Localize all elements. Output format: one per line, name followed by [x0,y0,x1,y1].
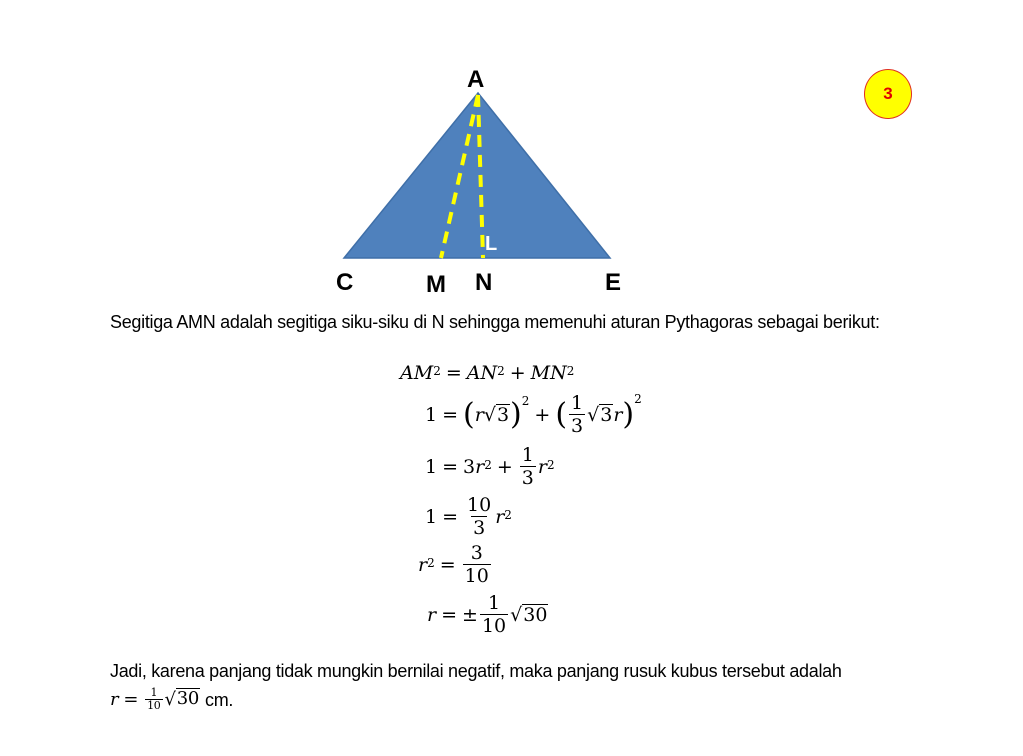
conclusion-paragraph [110,659,930,712]
equation-5: r 2 = $\frac{3}{10}$ [418,542,489,587]
vertex-label-n: N [475,269,493,296]
right-angle-mark: L [485,233,498,255]
intro-paragraph: Segitiga AMN adalah segitiga siku-siku di N sehingga memenuhi aturan Pythagoras sebagai berikut: [110,312,880,332]
unit-label: cm. [205,689,234,710]
page-number-badge [864,69,912,119]
vertex-label-m: M [426,271,446,298]
final-answer: r = $\frac{1}{10}$ √ 30 cm. [110,686,234,712]
vertex-label-a: A [467,66,485,93]
equation-1: AM 2 = AN 2 + MN 2 [400,362,575,384]
conclusion-text: Jadi, karena panjang tidak mungkin bernilai negatif, maka panjang rusuk kubus tersebut adalah [110,661,842,681]
vertex-label-c: C [336,269,354,296]
vertex-label-e: E [605,269,622,296]
equation-4: 1 = $\frac{10}{3}$ r 2 [425,494,512,539]
page-number: 3 [883,84,893,103]
equation-2: 1 = ( r √ 3 ) 2 + ( $\frac{1}{3}$ √ 3 r ) 2 [425,391,642,437]
equation-6: r = ± $\frac{1}{10}$ √ 30 [427,592,548,637]
equation-3: 1 = 3 r 2 + $\frac{1}{3}$ r 2 [425,444,555,489]
triangle-diagram [0,0,1023,300]
